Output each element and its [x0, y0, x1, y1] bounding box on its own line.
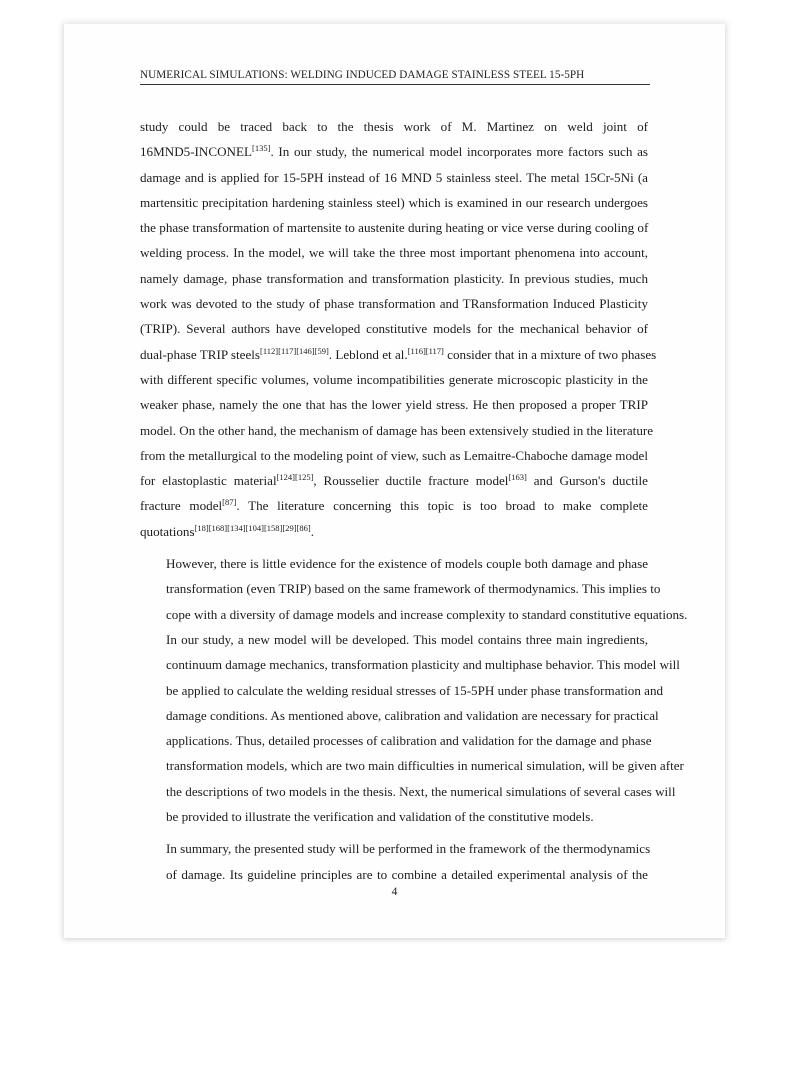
text-run: the descriptions of two models in the thesis. Next, the numerical simulations of several cases will — [166, 783, 676, 799]
text-run: work was devoted to the study of phase transformation and TRansformation Induced Plasticity — [140, 296, 648, 312]
text-run: . Leblond et al. — [328, 346, 408, 362]
text-run: transformation models, which are two main difficulties in numerical simulation, will be given after — [166, 758, 684, 774]
text-run: continuum damage mechanics, transformation plasticity and multiphase behavior. This model will — [166, 657, 680, 673]
text-run: of damage. Its guideline principles are to combine a detailed experimental analysis of the — [166, 866, 648, 882]
text-run: (TRIP). Several authors have developed constitutive models for the mechanical behavior of — [140, 321, 648, 337]
text-run: from the metallurgical to the modeling point of view, such as Lemaitre-Chaboche damage model — [140, 447, 648, 463]
text-run: consider that in a mixture of two phases — [443, 346, 657, 362]
text-line — [140, 316, 648, 341]
text-run: . The literature concerning this topic is too broad to make complete — [236, 498, 648, 514]
text-run: . — [310, 523, 314, 539]
text-run: study could be traced back to the thesis work of M. Martinez on weld joint of — [140, 119, 648, 134]
text-run: In our study, a new model will be developed. This model contains three main ingredients, — [166, 631, 648, 647]
text-run: and Gurson's ductile — [526, 473, 648, 489]
text-line — [140, 114, 648, 139]
citation-reference: [135] — [252, 143, 271, 154]
text-run: . In our study, the numerical model incorporates more factors such as — [270, 144, 648, 160]
text-run: model. On the other hand, the mechanism of damage has been extensively studied in the literature — [140, 422, 654, 438]
running-header: NUMERICAL SIMULATIONS: WELDING INDUCED DAMAGE STAINLESS STEEL 15-5PH — [140, 68, 650, 85]
text-line — [140, 519, 648, 544]
citation-reference: [112][117][146][59] — [260, 345, 329, 356]
text-line — [140, 753, 684, 778]
text-line — [140, 165, 648, 190]
text-run: martensitic precipitation hardening stainless steel) which is examined in our research undergoes — [140, 194, 648, 210]
text-run: quotations — [140, 523, 195, 539]
paragraph — [140, 836, 651, 887]
text-line — [140, 779, 676, 804]
text-run: dual-phase TRIP steels — [140, 346, 261, 362]
text-run: In summary, the presented study will be performed in the framework of the thermodynamics — [166, 841, 651, 857]
text-line — [140, 703, 659, 728]
paragraph — [140, 114, 657, 544]
text-run: weaker phase, namely the one that has the lower yield stress. He then proposed a proper TRIP — [140, 397, 648, 413]
text-run: 16MND5-INCONEL — [140, 144, 253, 160]
text-line — [140, 602, 688, 627]
text-run: the phase transformation of martensite to austenite during heating or vice verse during cooling of — [140, 220, 649, 236]
text-line — [140, 240, 648, 265]
text-line — [140, 678, 664, 703]
text-run: namely damage, phase transformation and transformation plasticity. In previous studies, much — [140, 270, 648, 286]
text-line — [140, 443, 648, 468]
text-line — [140, 728, 652, 753]
text-line — [140, 215, 648, 240]
page-number: 4 — [391, 886, 398, 898]
text-line — [140, 804, 648, 829]
text-run: applications. Thus, detailed processes of calibration and validation for the damage and phase — [166, 733, 652, 749]
text-run: cope with a diversity of damage models and increase complexity to standard constitutive equations. — [166, 606, 688, 622]
text-line — [140, 266, 648, 291]
text-line — [140, 836, 651, 861]
text-run: fracture model — [140, 498, 223, 514]
text-run: However, there is little evidence for the existence of models couple both damage and phase — [166, 556, 648, 572]
text-run: , Rousselier ductile fracture model — [313, 473, 509, 489]
paragraph — [140, 551, 688, 829]
text-run: welding process. In the model, we will take the three most important phenomena into account, — [140, 245, 648, 261]
text-line — [140, 551, 648, 576]
text-line — [140, 367, 648, 392]
text-line — [140, 493, 648, 518]
text-run: for elastoplastic material — [140, 473, 277, 489]
body-text — [140, 114, 688, 887]
text-line — [140, 190, 648, 215]
text-line — [140, 392, 648, 417]
text-run: damage and is applied for 15-5PH instead of 16 MND 5 stainless steel. The metal 15Cr-5Ni (a — [140, 169, 648, 185]
citation-reference: [116][117] — [407, 345, 444, 356]
text-line — [140, 576, 661, 601]
document-page — [64, 24, 725, 938]
text-line — [140, 468, 648, 493]
text-run: with different specific volumes, volume incompatibilities generate microscopic plasticity in the — [140, 371, 648, 387]
text-run: transformation (even TRIP) based on the same framework of thermodynamics. This implies to — [166, 581, 661, 597]
text-line — [140, 139, 648, 164]
text-run: be provided to illustrate the verification and validation of the constitutive models. — [166, 809, 594, 825]
text-line — [140, 291, 648, 316]
text-line — [140, 862, 648, 887]
citation-reference: [163] — [508, 472, 527, 483]
text-run: be applied to calculate the welding residual stresses of 15-5PH under phase transformation and — [166, 682, 664, 698]
text-line — [140, 652, 680, 677]
text-line — [140, 342, 657, 367]
text-run: damage conditions. As mentioned above, calibration and validation are necessary for practical — [166, 707, 659, 723]
citation-reference: [87] — [222, 497, 237, 508]
citation-reference: [124][125] — [276, 472, 314, 483]
text-line — [140, 627, 648, 652]
text-line — [140, 418, 654, 443]
citation-reference: [18][168][134][104][158][29][86] — [194, 522, 311, 533]
